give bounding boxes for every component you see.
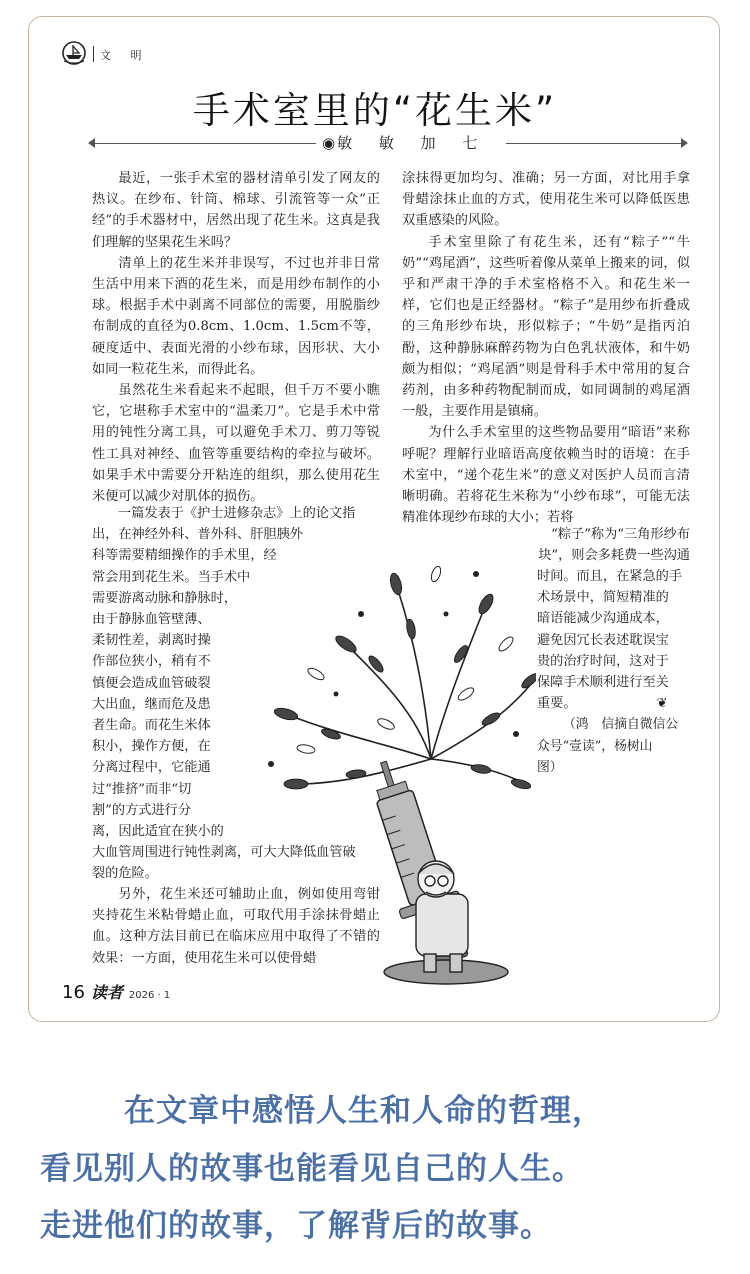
text-line-end: 重要。	[537, 696, 577, 712]
credit-line: 图）	[537, 759, 563, 775]
text-line: 避免因冗长表述耽误宝	[537, 632, 669, 648]
text-line: 裂的危险。	[92, 866, 158, 882]
author-name	[322, 132, 502, 153]
text-line: 柔韧性差，剥离时操	[92, 633, 211, 649]
header-divider	[93, 46, 94, 62]
paragraph: 另外，花生米还可辅助止血，例如使用弯钳夹持花生米粘骨蜡止血，可取代用手涂抹骨蜡止血。这种方法目前已在临床应用中取得了不错的效果：一方面，使用花生米可以使骨蜡	[92, 887, 380, 966]
text-line: 离，因此适宜在狭小的	[92, 824, 224, 840]
text-line: 术场景中，简短精准的	[537, 590, 669, 606]
credit-line: 众号“壹读”，杨树山	[537, 738, 653, 754]
doctor-holding-syringe-with-plant-icon	[236, 534, 536, 994]
byline	[90, 132, 686, 154]
byline-arrow-right-icon	[681, 138, 688, 148]
magazine-name: 读者	[90, 983, 123, 1002]
issue-number: 2026 · 1	[128, 990, 171, 1001]
byline-arrow-left-icon	[88, 138, 95, 148]
text-line: 者生命。而花生米体	[92, 718, 211, 734]
text-line: 科等需要精细操作的手术里，经	[92, 548, 277, 564]
text-line: 大血管周围进行钝性剥离，可大大降低血管破	[92, 845, 356, 861]
text-line: 时间。而且，在紧急的手	[537, 569, 683, 584]
author-bullet-icon: ◉	[322, 134, 338, 152]
paragraph: 涂抹得更加均匀、准确；另一方面，对比用手拿骨蜡涂抹止血的方式，使用花生米可以降低医患双重感染的风险。	[402, 171, 690, 229]
page-number: 16	[62, 982, 85, 1003]
right-column	[402, 168, 690, 528]
section-label: 文 明	[100, 49, 150, 62]
promo-line: 看见别人的故事也能看见自己的人生。	[40, 1151, 584, 1187]
text-line: 块”，则会多耗费一些沟通	[538, 548, 690, 564]
text-line	[537, 693, 692, 714]
text-line: 慎便会造成血管破裂	[92, 675, 211, 691]
text-line: 积小，操作方便，在	[92, 739, 211, 755]
author-text: 敏 敏 加 七	[337, 134, 489, 152]
byline-rule-left	[90, 143, 316, 144]
text-line: 暗语能减少沟通成本，	[537, 611, 669, 627]
promo-line: 在文章中感悟人生和人命的哲理，	[124, 1093, 604, 1129]
text-line: 大出血，继而危及患	[92, 696, 211, 712]
credit-line: （鸿 信摘自微信公	[563, 717, 679, 733]
paragraph: 最近，一张手术室的器材清单引发了网友的热议。在纱布、针筒、棉球、引流管等一众“正经”的手术器材中，居然出现了花生米。这真是我们理解的坚果花生米吗？	[92, 171, 380, 250]
page-folio	[62, 980, 170, 1003]
text-line: 过“推挤”而非“切	[92, 781, 192, 797]
text-line: 一篇发表于《护士进修杂志》上的论文指	[118, 506, 356, 521]
text-line: 作部位狭小，稍有不	[92, 654, 211, 670]
byline-rule-right	[506, 143, 686, 144]
promo-line: 走进他们的故事，了解背后的故事。	[40, 1208, 552, 1244]
text-line: “粽子”称为“三角形纱布	[551, 527, 690, 542]
paragraph: 清单上的花生米并非误写，不过也并非日常生活中用来下酒的花生米，而是用纱布制作的小球。根据手术中剥离不同部位的需要，用脱脂纱布制成的直径为0.8cm、1.0cm、1.5cm不等，硬度适中、表面光滑的小纱布球，因形状、大小如同一粒花生米，而得此名。	[92, 255, 380, 377]
text-line: 需要游离动脉和静脉时，	[92, 590, 238, 606]
paragraph: 虽然花生米看起来不起眼，但千万不要小瞧它，它堪称手术室中的“温柔刀”。它是手术中常用的钝性分离工具，可以避免手术刀、剪刀等锐性工具对神经、血管等重要结构的牵拉与破坏。如果手术中需要分开粘连的组织，那么使用花生米便可以减少对肌体的损伤。	[92, 383, 380, 505]
ship-emblem-icon	[60, 40, 88, 66]
text-line: 出，在神经外科、普外科、肝胆胰外	[92, 527, 303, 543]
text-line: 割”的方式进行分	[92, 802, 192, 818]
left-column	[92, 168, 380, 507]
paragraph: 手术室里除了有花生米，还有“粽子”“牛奶”“鸡尾酒”，这些听着像从菜单上搬来的词，似乎和严肃干净的手术室格格不入。和花生米一样，它们也是正经器材。“粽子”是用纱布折叠成的三角形纱布块，形似粽子；“牛奶”是指丙泊酚，这种静脉麻醉药物为白色乳状液体，和牛奶颇为相似；“鸡尾酒”则是骨科手术中常用的复合药剂，由多种药物配制而成，如同调制的鸡尾酒一般，主要作用是镇痛。	[402, 234, 690, 420]
text-line: 贵的治疗时间，这对于	[537, 653, 669, 669]
article-title: 手术室里的“花生米”	[192, 89, 558, 132]
text-line: 常会用到花生米。当手术中	[92, 569, 251, 585]
paragraph: 为什么手术室里的这些物品要用“暗语”来称呼呢？理解行业暗语高度依赖当时的语境：在手术室中，“递个花生米”的意义对医护人员而言清晰明确。若将花生米称为“小纱布球”，可能无法精准体现纱布球的大小；若将	[402, 425, 690, 526]
text-line: 由于静脉血管壁薄、	[92, 612, 211, 628]
text-line: 保障手术顺利进行至关	[537, 675, 669, 691]
text-line: 分离过程中，它能通	[92, 760, 211, 776]
end-mark-icon: ❦	[656, 696, 668, 712]
right-wrap-text-lower	[537, 566, 692, 778]
